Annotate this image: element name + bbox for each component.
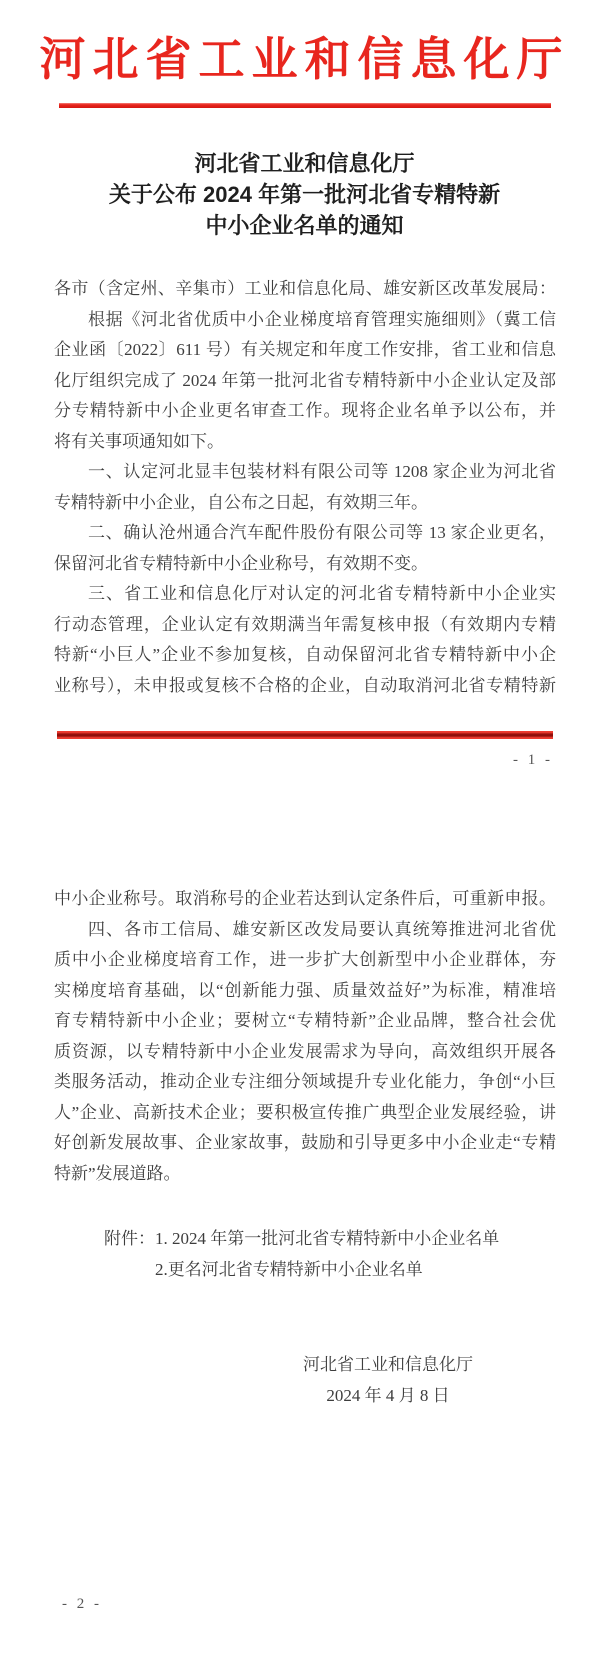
body-line: 类服务活动，推动企业专注细分领域提升专业化能力，争创“小巨: [54, 1072, 556, 1091]
attachments-label: 附件：: [104, 1229, 155, 1248]
attachment-item-2: 2.更名河北省专精特新中小企业名单: [155, 1260, 423, 1279]
signature-block: [272, 1349, 504, 1411]
body-line: 育专精特新中小企业；要树立“专精特新”企业品牌，整合社会优: [54, 1011, 556, 1030]
document-title-line-2: 关于公布 2024 年第一批河北省专精特新: [108, 182, 501, 207]
page2-number: - 2 -: [62, 1596, 102, 1612]
document-title-line-3: 中小企业名单的通知: [205, 213, 404, 238]
body-line: 好创新发展故事、企业家故事，鼓励和引导更多中小企业走“专精: [54, 1133, 556, 1152]
letterhead-rule: [59, 103, 551, 108]
body-line: 分专精特新中小企业更名审查工作。现将企业名单予以公布，并: [54, 401, 556, 420]
body-line: 二、确认沧州通合汽车配件股份有限公司等 13 家企业更名，: [88, 523, 556, 542]
body-line: 行动态管理，企业认定有效期满当年需复核申报（有效期内专精: [54, 614, 556, 634]
page1-end-rule: [57, 731, 553, 739]
body-line: 特新“小巨人”企业不参加复核，自动保留河北省专精特新中小企: [54, 645, 556, 664]
attachment-item-1: 1. 2024 年第一批河北省专精特新中小企业名单: [155, 1229, 500, 1248]
body-line: 专精特新中小企业，自公布之日起，有效期三年。: [54, 492, 428, 512]
body-line: 将有关事项通知如下。: [54, 431, 224, 451]
signature-org: 河北省工业和信息化厅: [303, 1355, 473, 1374]
body-line: 一、认定河北显丰包装材料有限公司等 1208 家企业为河北省: [88, 462, 556, 481]
body-line: 根据《河北省优质中小企业梯度培育管理实施细则》（冀工信: [88, 309, 556, 329]
attachments-block: [54, 1223, 609, 1285]
body-line: 四、各市工信局、雄安新区改发局要认真统筹推进河北省优: [88, 919, 556, 939]
page1-number: - 1 -: [513, 752, 553, 768]
attachment-line-1: [54, 1223, 609, 1254]
body-line: 企业函〔2022〕611 号）有关规定和年度工作安排，省工业和信息: [54, 340, 556, 359]
body-line: 业称号），未申报或复核不合格的企业，自动取消河北省专精特新: [54, 675, 556, 695]
body-line: 化厅组织完成了 2024 年第一批河北省专精特新中小企业认定及部: [54, 370, 556, 390]
letterhead-title: 河北省工业和信息化厅: [39, 34, 570, 85]
body-line: 实梯度培育基础，以“创新能力强、质量效益好”为标准，精准培: [54, 980, 556, 1000]
document-title: [0, 148, 609, 241]
body-line: 特新”发展道路。: [54, 1163, 181, 1183]
body-line: 各市（含定州、辛集市）工业和信息化局、雄安新区改革发展局：: [54, 279, 556, 298]
signature-date: 2024 年 4 月 8 日: [326, 1386, 450, 1405]
letterhead-banner: [0, 0, 609, 108]
body-line: 三、省工业和信息化厅对认定的河北省专精特新中小企业实: [88, 584, 556, 603]
body-line: 质中小企业梯度培育工作，进一步扩大创新型中小企业群体，夯: [54, 950, 556, 969]
page2-body: [54, 884, 556, 1189]
body-line: 人”企业、高新技术企业；要积极宣传推广典型企业发展经验，讲: [54, 1102, 556, 1122]
document-title-line-1: 河北省工业和信息化厅: [194, 151, 415, 176]
body-line: 质资源，以专精特新中小企业发展需求为导向，高效组织开展各: [54, 1041, 556, 1061]
body-line: 保留河北省专精特新中小企业称号，有效期不变。: [54, 553, 428, 573]
body-line: 中小企业称号。取消称号的企业若达到认定条件后，可重新申报。: [54, 889, 556, 908]
page1-body: [54, 274, 556, 701]
